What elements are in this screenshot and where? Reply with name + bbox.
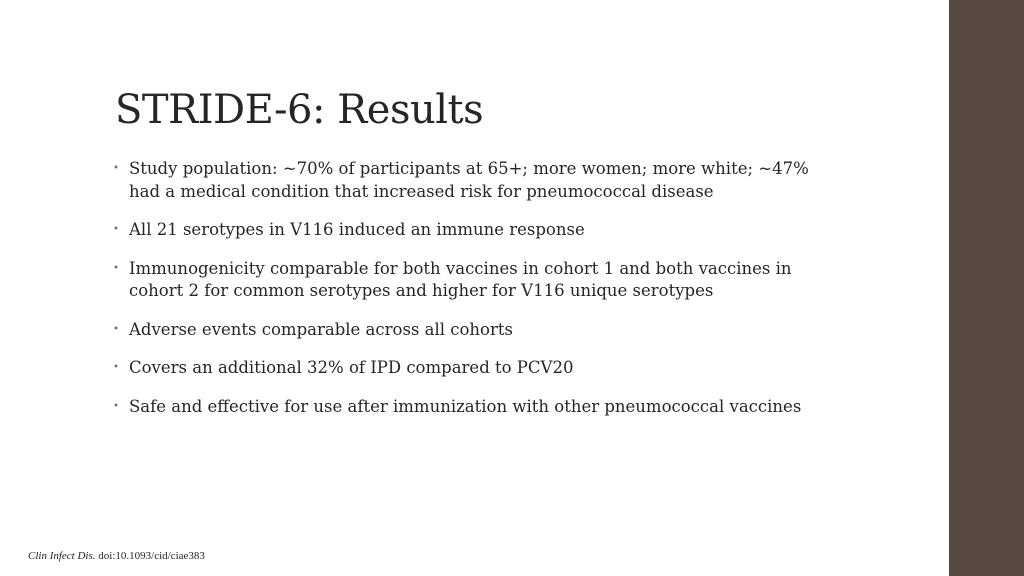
- decorative-side-bar: [949, 0, 1024, 576]
- bullet-list: [113, 158, 833, 434]
- bullet-text: Adverse events comparable across all cohorts: [129, 319, 513, 339]
- bullet-marker: •: [113, 163, 119, 174]
- bullet-item: [113, 319, 833, 342]
- bullet-marker: •: [113, 362, 119, 373]
- bullet-text: All 21 serotypes in V116 induced an immune response: [129, 220, 585, 239]
- bullet-text: Safe and effective for use after immunization with other pneumococcal vaccines: [129, 396, 802, 416]
- citation-journal: Clin Infect Dis.: [28, 550, 96, 562]
- bullet-text: Immunogenicity comparable for both vaccines in cohort 1 and both vaccines in cohort 2 for common serotypes and higher for V116 unique serotypes: [129, 258, 792, 300]
- bullet-item: [113, 258, 833, 303]
- bullet-marker: •: [113, 262, 119, 274]
- citation-doi: doi:10.1093/cid/ciae383: [95, 550, 205, 562]
- bullet-item: [113, 158, 833, 203]
- bullet-marker: •: [113, 323, 119, 335]
- bullet-item: [113, 396, 833, 419]
- bullet-item: [113, 219, 833, 242]
- bullet-marker: •: [113, 224, 119, 235]
- bullet-text: Study population: ~70% of participants at 65+; more women; more white; ~47% had a medical condition that increased risk for pneumococcal disease: [129, 159, 809, 201]
- citation: [28, 549, 205, 563]
- slide-title: STRIDE-6: Results: [115, 87, 484, 133]
- bullet-marker: •: [113, 400, 119, 412]
- bullet-text: Covers an additional 32% of IPD compared to PCV20: [129, 358, 574, 377]
- bullet-item: [113, 357, 833, 380]
